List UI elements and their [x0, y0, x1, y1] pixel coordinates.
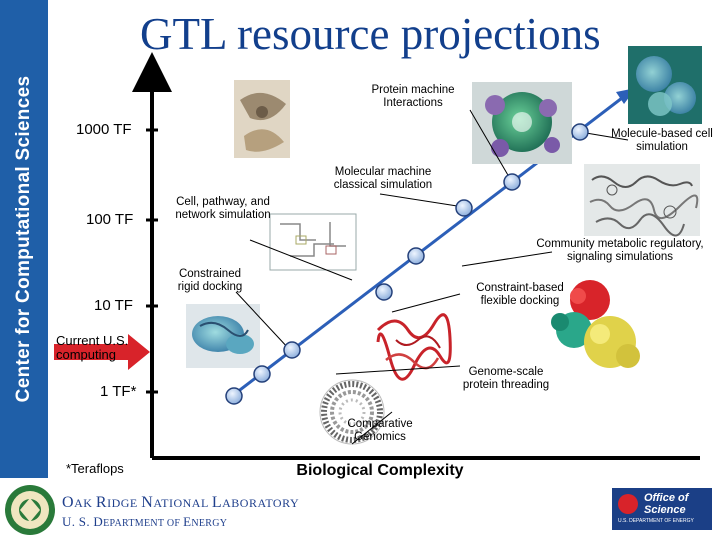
docking-picture — [186, 304, 260, 368]
footnote-teraflops: *Teraflops — [66, 461, 124, 476]
milestone-rigid-docking: Constrained rigid docking — [177, 268, 243, 293]
milestone-molecular-machine: Molecular machine classical simulation — [333, 166, 433, 191]
milestone-cell-simulation: Molecule-based cell simulation — [611, 128, 713, 153]
node-protein-machine — [572, 124, 588, 140]
node-protein-threading — [254, 366, 270, 382]
footer-lab-name: OAK RIDGE NATIONAL LABORATORY — [62, 494, 300, 511]
tick-100tf: 100 TF — [86, 211, 134, 228]
node-rigid-docking — [284, 342, 300, 358]
cell-picture — [628, 46, 702, 124]
node-flexible-docking — [376, 284, 392, 300]
tick-1tf: 1 TF* — [100, 383, 137, 400]
node-pathway-network — [408, 248, 424, 264]
office-logo-line2: Science — [644, 504, 686, 516]
footer-doe-name: U. S. DEPARTMENT OF ENERGY — [62, 514, 228, 529]
slide-title: GTL resource projections — [140, 9, 601, 59]
tick-10tf: 10 TF — [94, 297, 133, 314]
office-logo-mark — [618, 494, 638, 514]
protein-machine-picture — [472, 82, 572, 164]
milestone-community-simulation: Community metabolic regulatory, signaling simulations — [536, 238, 704, 263]
sidebar-title: Center for Computational Sciences — [13, 75, 34, 403]
molecular-machine-picture — [234, 80, 290, 158]
milestone-flexible-docking: Constraint-based flexible docking — [476, 282, 564, 307]
community-picture — [584, 164, 700, 236]
x-axis-label: Biological Complexity — [296, 462, 464, 479]
current-computing-label: Current U.S. computing — [56, 333, 129, 362]
office-of-science-logo — [612, 488, 712, 530]
callout-flexible — [392, 294, 460, 312]
node-community — [456, 200, 472, 216]
office-logo-small: U.S. DEPARTMENT OF ENERGY — [618, 518, 694, 524]
callout-threading — [336, 366, 460, 374]
milestone-protein-threading: Genome-scale protein threading — [462, 366, 550, 391]
network-picture — [270, 214, 356, 270]
node-comparative-genomics — [226, 388, 242, 404]
milestone-comparative-genomics: Comparative Genomics — [347, 418, 413, 443]
threading-picture — [378, 315, 450, 380]
doe-seal-logo — [4, 484, 56, 536]
milestone-pathway-network: Cell, pathway, and network simulation — [175, 196, 271, 221]
node-molecular-machine — [504, 174, 520, 190]
milestone-protein-machine: Protein machine Interactions — [371, 84, 455, 109]
office-logo-line1: Office of — [644, 492, 689, 504]
tick-1000tf: 1000 TF — [76, 121, 132, 138]
